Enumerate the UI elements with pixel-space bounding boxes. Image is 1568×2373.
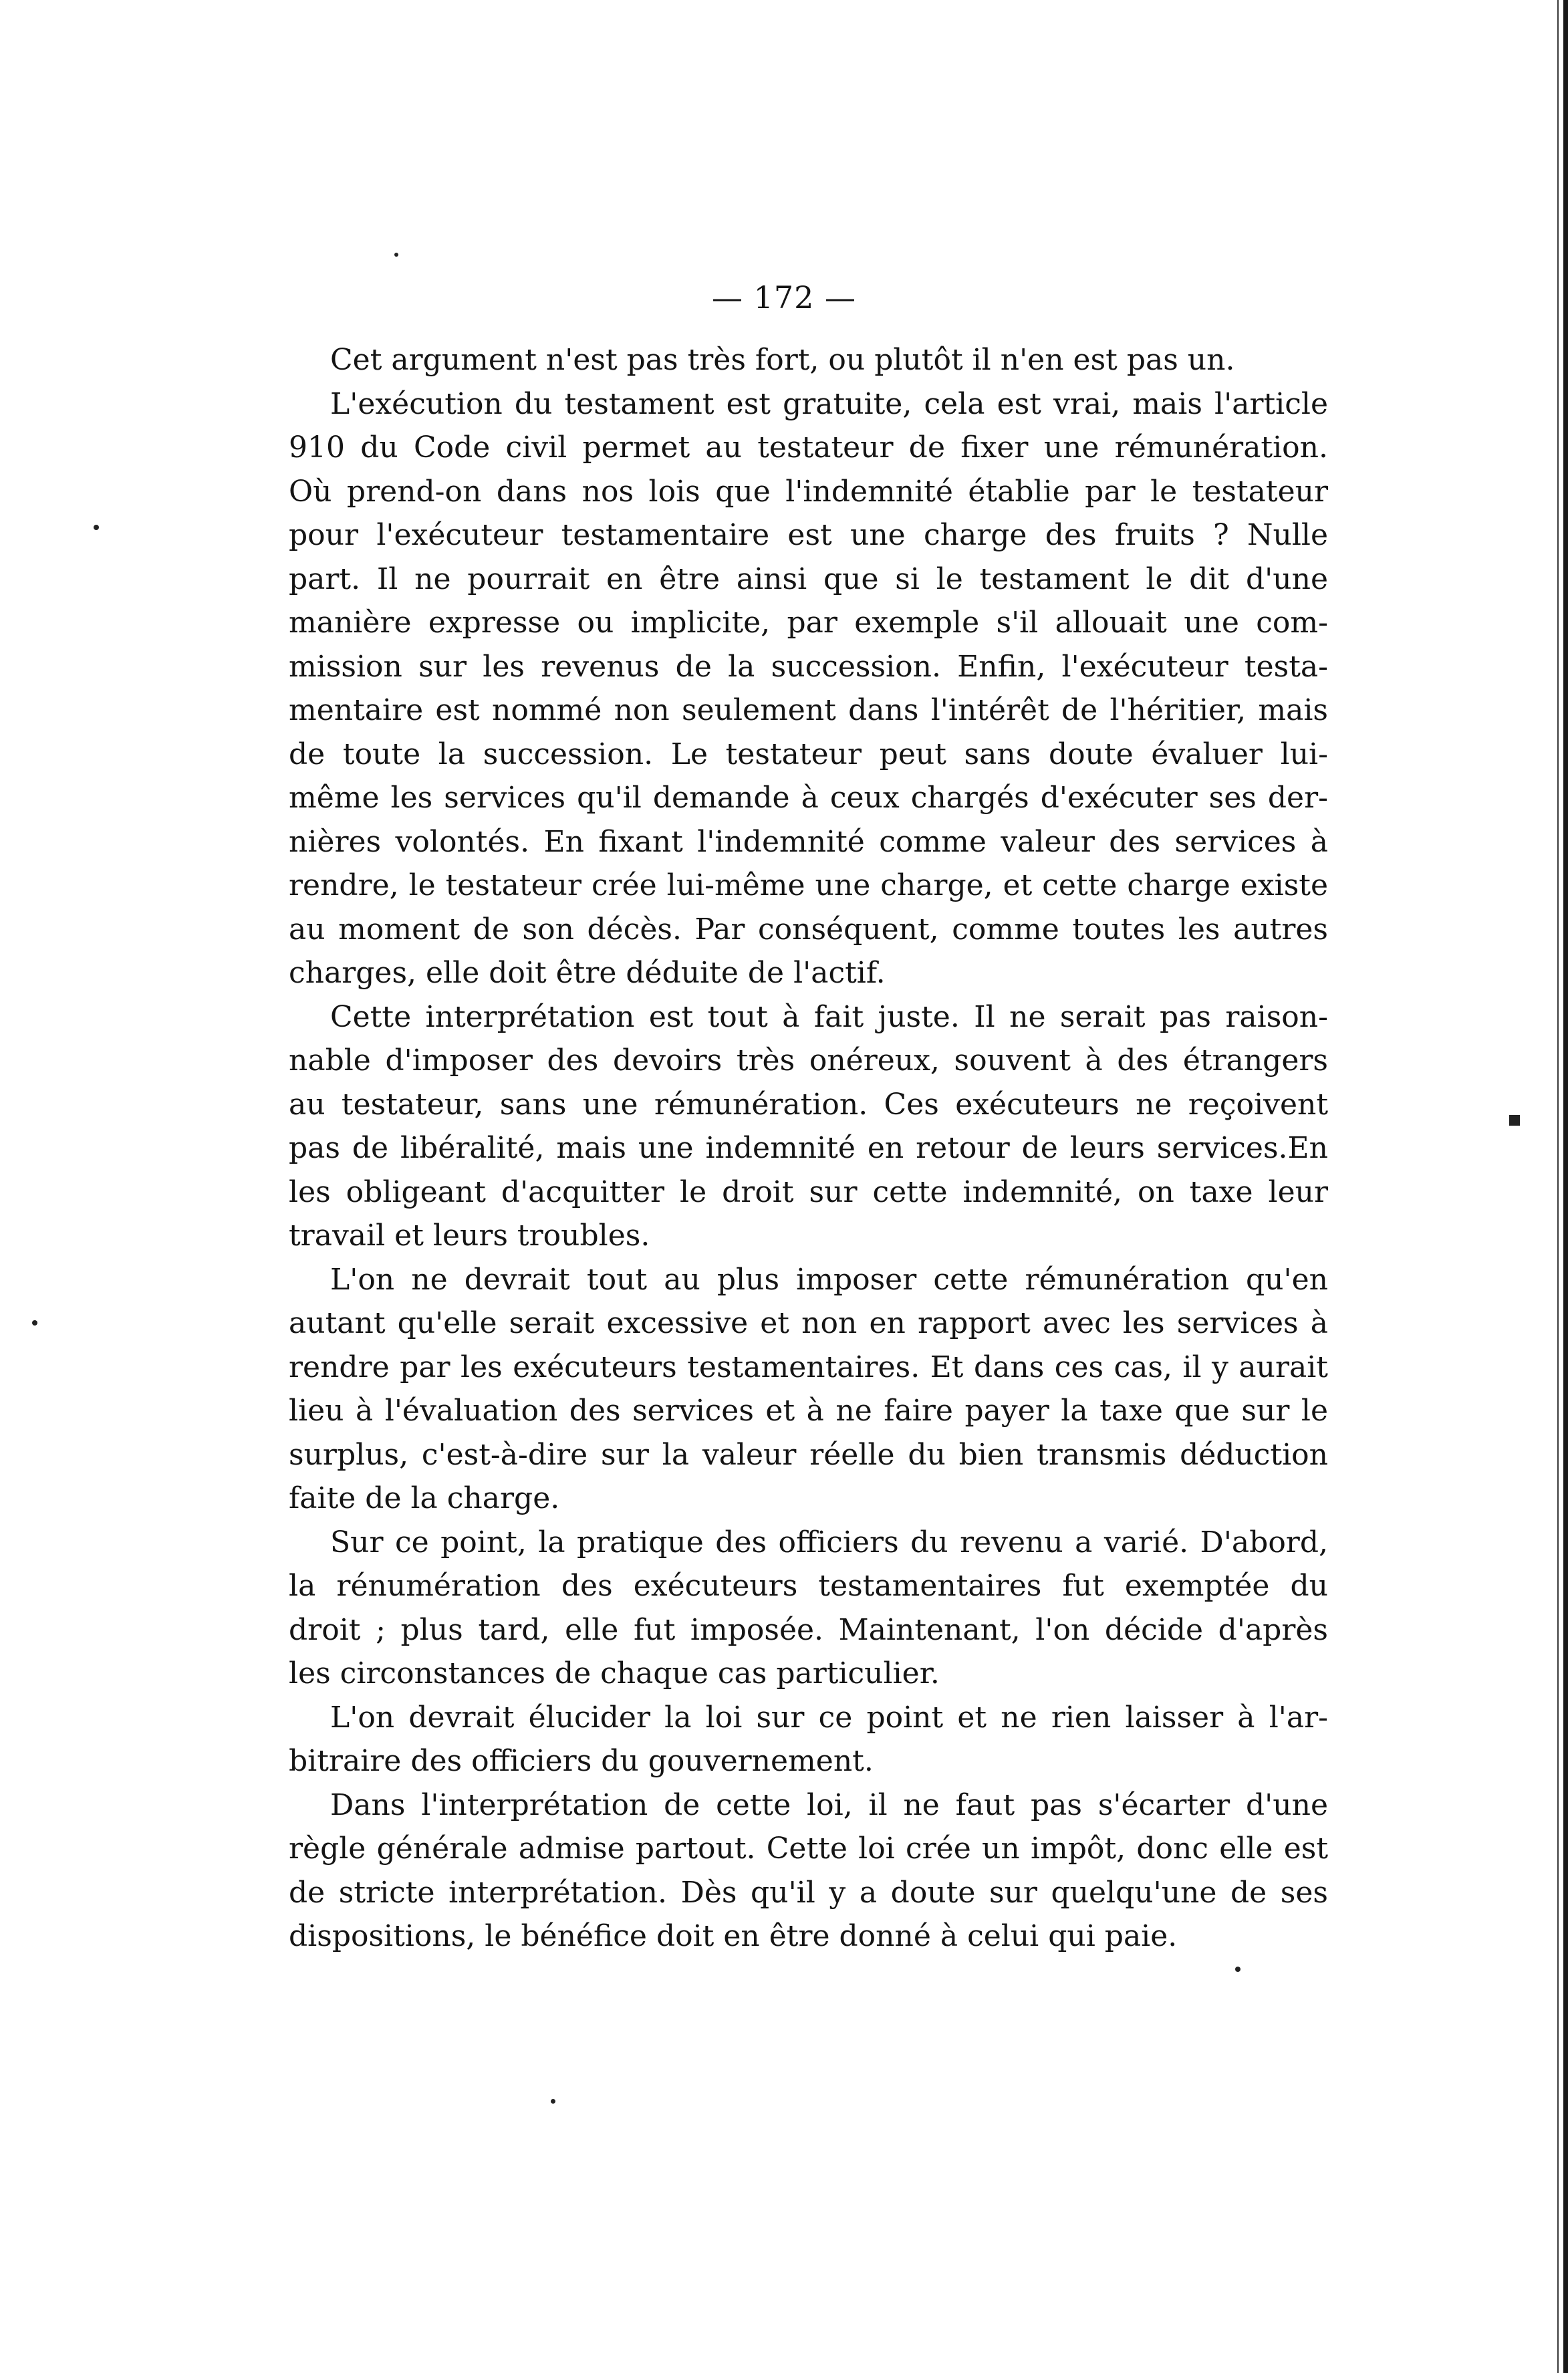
text-line: rendre, le testateur crée lui-même une charge, et cette charge existe — [289, 868, 1328, 902]
text-line: Cet argument n'est pas très fort, ou plutôt il n'en est pas un. — [330, 343, 1235, 377]
text-line: même les services qu'il demande à ceux chargés d'exécuter ses der- — [289, 781, 1328, 815]
text-line: nières volontés. En fixant l'indemnité comme valeur des services à — [289, 824, 1328, 859]
text-line: nable d'imposer des devoirs très onéreux, souvent à des étrangers — [289, 1043, 1328, 1078]
text-line: bitraire des officiers du gouvernement. — [289, 1744, 874, 1778]
text-line: les circonstances de chaque cas particulier. — [289, 1656, 940, 1691]
text-line: la rénumération des exécuteurs testamentaires fut exemptée du — [289, 1569, 1328, 1603]
text-line: Cette interprétation est tout à fait juste. Il ne serait pas raison- — [330, 999, 1328, 1034]
text-line: manière expresse ou implicite, par exemple s'il allouait une com- — [289, 606, 1328, 640]
scan-speck — [1509, 1115, 1520, 1126]
text-line: règle générale admise partout. Cette loi crée un impôt, donc elle est — [289, 1832, 1328, 1866]
text-line: au moment de son décès. Par conséquent, comme toutes les autres — [289, 912, 1328, 947]
text-line: travail et leurs troubles. — [289, 1219, 650, 1253]
text-line: de toute la succession. Le testateur peut sans doute évaluer lui- — [289, 737, 1328, 771]
scan-speck — [1235, 1967, 1240, 1972]
scan-speck — [551, 2099, 555, 2104]
text-line: L'on devrait élucider la loi sur ce point et ne rien laisser à l'ar- — [330, 1700, 1328, 1735]
scan-speck — [94, 525, 99, 530]
text-line: rendre par les exécuteurs testamentaires. Et dans ces cas, il y aurait — [289, 1350, 1328, 1384]
scan-edge-line — [1557, 0, 1559, 2373]
page-number: — 172 — — [711, 279, 857, 316]
text-line: dispositions, le bénéfice doit en être donné à celui qui paie. — [289, 1919, 1178, 1953]
text-line: autant qu'elle serait excessive et non en rapport avec les services à — [289, 1306, 1328, 1340]
text-line: lieu à l'évaluation des services et à ne faire payer la taxe que sur le — [289, 1394, 1328, 1428]
text-line: 910 du Code civil permet au testateur de fixer une rémunération. — [289, 430, 1328, 465]
text-line: mentaire est nommé non seulement dans l'intérêt de l'héritier, mais — [289, 693, 1328, 727]
text-line: pas de libéralité, mais une indemnité en retour de leurs services.En — [289, 1131, 1328, 1165]
text-line: les obligeant d'acquitter le droit sur cette indemnité, on taxe leur — [289, 1174, 1328, 1209]
text-line: faite de la charge. — [289, 1481, 560, 1515]
text-line: de stricte interprétation. Dès qu'il y a doute sur quelqu'une de ses — [289, 1875, 1328, 1910]
scan-speck — [394, 253, 398, 257]
text-line: charges, elle doit être déduite de l'actif. — [289, 956, 886, 990]
text-line: pour l'exécuteur testamentaire est une charge des fruits ? Nulle — [289, 518, 1328, 552]
text-line: droit ; plus tard, elle fut imposée. Maintenant, l'on décide d'après — [289, 1612, 1328, 1647]
scan-edge — [1563, 0, 1568, 2373]
text-line: Où prend-on dans nos lois que l'indemnité établie par le testateur — [289, 474, 1328, 509]
text-line: part. Il ne pourrait en être ainsi que si le testament le dit d'une — [289, 561, 1328, 596]
text-line: au testateur, sans une rémunération. Ces exécuteurs ne reçoivent — [289, 1087, 1328, 1122]
scan-speck — [32, 1320, 37, 1326]
text-line: Dans l'interprétation de cette loi, il ne faut pas s'écarter d'une — [330, 1787, 1328, 1822]
text-line: L'exécution du testament est gratuite, cela est vrai, mais l'article — [330, 386, 1328, 421]
text-line: Sur ce point, la pratique des officiers du revenu a varié. D'abord, — [330, 1525, 1328, 1559]
text-line: surplus, c'est-à-dire sur la valeur réelle du bien transmis déduction — [289, 1437, 1328, 1472]
body-text — [289, 338, 1328, 1959]
text-line: mission sur les revenus de la succession. Enfin, l'exécuteur testa- — [289, 649, 1328, 684]
text-line: L'on ne devrait tout au plus imposer cette rémunération qu'en — [330, 1262, 1328, 1297]
